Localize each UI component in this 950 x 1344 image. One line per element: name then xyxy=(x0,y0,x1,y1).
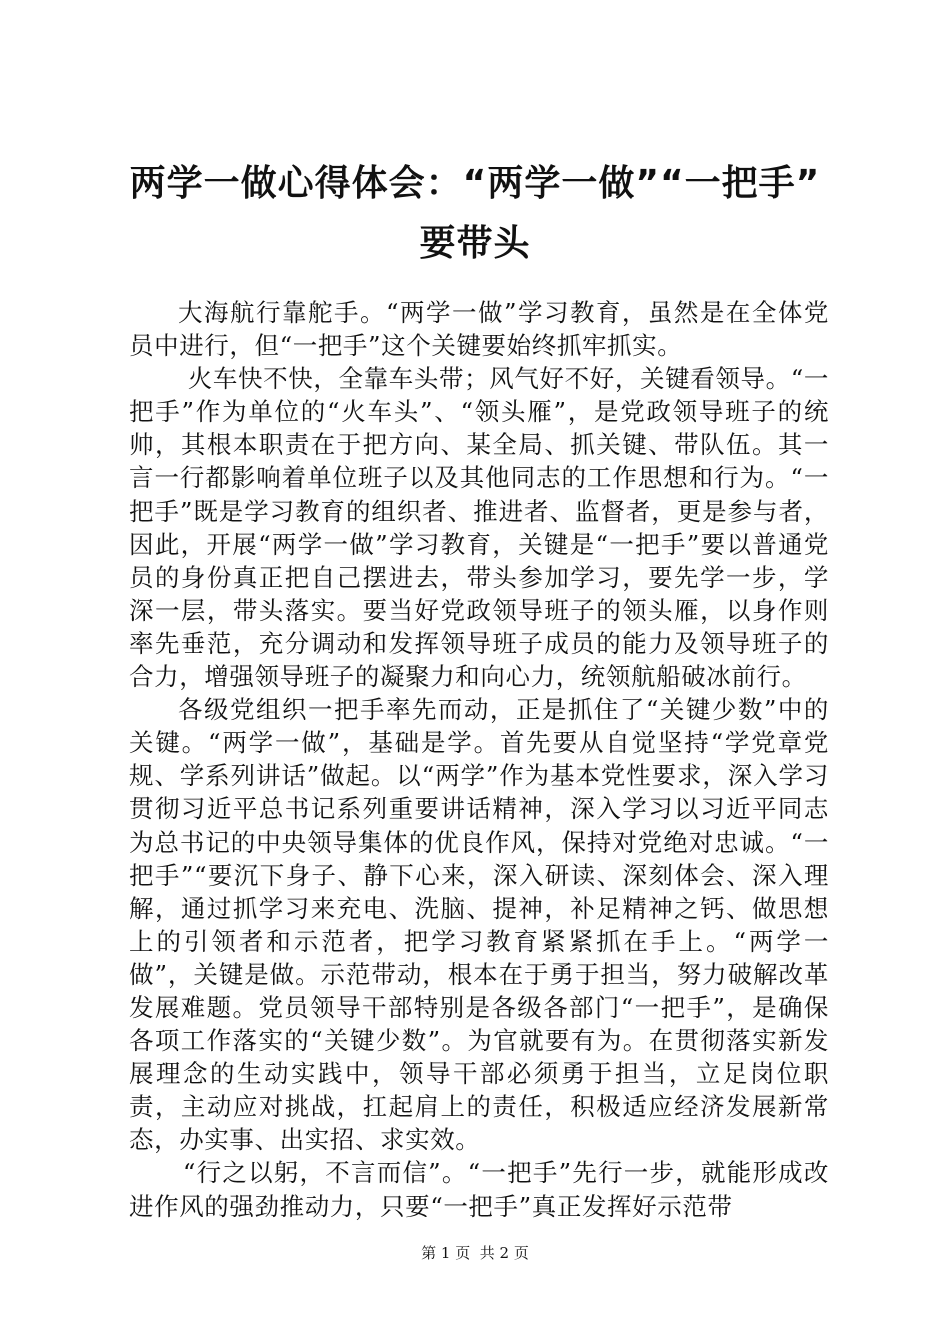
document-title-line-1: 两学一做心得体会：“两学一做”“一把手” xyxy=(129,163,821,204)
paragraph: 火车快不快，全靠车头带；风气好不好，关键看领导。“一把手”作为单位的“火车头”、“领头雁”，是党政领导班子的统帅，其根本职责在于把方向、某全局、抓关键、带队伍。其一言一行都影响着单位班子以及其他同志的工作思想和行为。“一把手”既是学习教育的组织者、推进者、监督者，更是参与者，因此，开展“两学一做”学习教育，关键是“一把手”要以普通党员的身份真正把自己摆进去，带头参加学习，要先学一步，学深一层，带头落实。要当好党政领导班子的领头雁，以身作则率先垂范，充分调动和发挥领导班子成员的能力及领导班子的合力，增强领导班子的凝聚力和向心力，统领航船破冰前行。 xyxy=(129,364,829,692)
page-number-footer: 第 1 页 共 2 页 xyxy=(421,1244,529,1262)
document-body xyxy=(129,296,829,1223)
paragraph: 各级党组织一把手率先而动，正是抓住了“关键少数”中的关键。“两学一做”，基础是学。首先要从自觉坚持“学党章党规、学系列讲话”做起。以“两学”作为基本党性要求，深入学习贯彻习近平总书记系列重要讲话精神，深入学习以习近平同志为总书记的中央领导集体的优良作风，保持对党绝对忠诚。“一把手”“要沉下身子、静下心来，深入研读、深刻体会、深入理解，通过抓学习来充电、洗脑、提神，补足精神之钙、做思想上的引领者和示范者，把学习教育紧紧抓在手上。“两学一做”，关键是做。示范带动，根本在于勇于担当，努力破解改革发展难题。党员领导干部特别是各级各部门“一把手”，是确保各项工作落实的“关键少数”。为官就要有为。在贯彻落实新发展理念的生动实践中，领导干部必须勇于担当，立足岗位职责，主动应对挑战，扛起肩上的责任，积极适应经济发展新常态，办实事、出实招、求实效。 xyxy=(129,695,829,1155)
paragraph: “行之以躬，不言而信”。“一把手”先行一步，就能形成改进作风的强劲推动力，只要“一把手”真正发挥好示范带 xyxy=(129,1158,829,1221)
paragraph: 大海航行靠舵手。“两学一做”学习教育，虽然是在全体党员中进行，但“一把手”这个关键要始终抓牢抓实。 xyxy=(129,298,829,361)
document-title-line-2: 要带头 xyxy=(419,223,531,264)
